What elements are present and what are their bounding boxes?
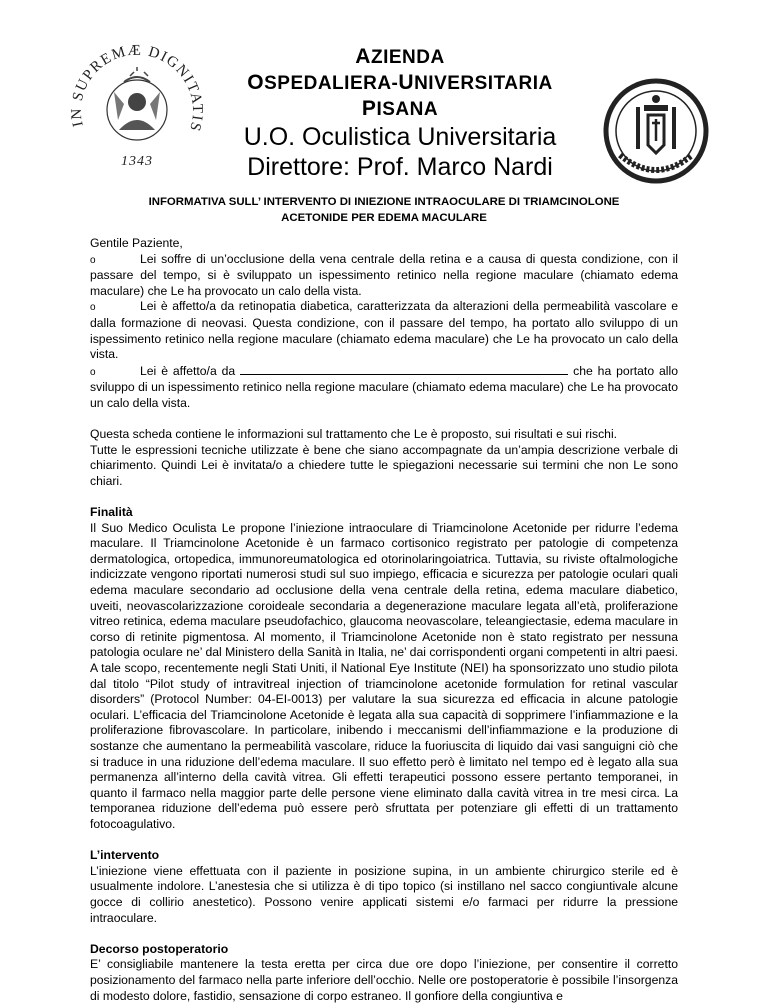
section-heading-decorso: Decorso postoperatorio — [90, 941, 229, 956]
option-occlusion — [90, 252, 678, 300]
info-paragraph-1: Questa scheda contiene le informazioni sul trattamento che Le è proposto, sui risultati e sui rischi. — [90, 427, 618, 442]
fill-in-blank-line[interactable] — [240, 363, 568, 375]
hospital-name-line3: PISANA — [361, 97, 439, 120]
section-heading-finalita: Finalità — [90, 505, 133, 520]
university-seal-logo — [62, 32, 212, 182]
svg-text:IN SUPREMÆ DIGNITATIS: IN SUPREMÆ DIGNITATIS — [68, 42, 206, 135]
option-other — [90, 363, 678, 412]
svg-text:1343: 1343 — [121, 154, 153, 169]
hospital-emblem-logo — [600, 75, 712, 187]
greeting: Gentile Paziente, — [90, 236, 183, 250]
document-body — [90, 236, 678, 1004]
document-header — [205, 44, 595, 182]
option-occlusion-text: Lei soffre di un’occlusione della vena centrale della retina e a causa di questa condizione, con il passare del tempo, si è sviluppato un ispessimento retinico nella regione maculare (chiamato edema maculare) che Le ha provocato un calo della vista. — [90, 251, 678, 298]
director-name: Direttore: Prof. Marco Nardi — [247, 153, 553, 181]
checkbox-bullet[interactable]: o — [90, 254, 96, 266]
checkbox-bullet[interactable]: o — [90, 302, 96, 314]
option-other-text-after: che ha portato allo sviluppo di un ispessimento retinico nella regione maculare (chiamato edema maculare) che Le ha provocato un calo della vista. — [90, 363, 679, 410]
document-title — [90, 194, 678, 226]
info-paragraph-2: Tutte le espressioni tecniche utilizzate è bene che siano accompagnate da un’ampia descrizione verbale di chiarimento. Quindi Lei è invitata/o a chiedere tutte le spiegazioni necessarie sui termini che non Le sono chiari. — [90, 442, 678, 488]
section-body-decorso: E’ consigliabile mantenere la testa eretta per circa due ore dopo l’iniezione, per consentire il corretto posizionamento del farmaco nella parte inferiore dell’occhio. Nelle ore postoperatorie è possibile l’insorgenza di modesto dolore, fastidio, sensazione di corpo estraneo. Il gonfiore della congiuntiva e — [90, 957, 678, 1003]
section-heading-intervento: L’intervento — [90, 848, 160, 863]
title-line-1: INFORMATIVA SULL’ INTERVENTO DI INIEZIONE INTRAOCULARE DI TRIAMCINOLONE — [148, 196, 620, 208]
option-diabetic — [90, 299, 678, 362]
option-diabetic-text: Lei è affetto/a da retinopatia diabetica, caratterizzata da alterazioni della permeabilità vascolare e dalla formazione di neovasi. Questa condizione, con il passare del tempo, ha portato allo sviluppo di un ispessimento retinico nella regione maculare (chiamato edema maculare) che Le ha provocato un calo della vista. — [90, 299, 678, 362]
hospital-name-line2: OSPEDALIERA-UNIVERSITARIA — [247, 71, 553, 94]
title-line-2: ACETONIDE PER EDEMA MACULARE — [281, 212, 487, 224]
unit-name: U.O. Oculistica Universitaria — [243, 123, 557, 151]
checkbox-bullet[interactable]: o — [90, 366, 96, 378]
section-body-finalita: Il Suo Medico Oculista Le propone l’iniezione intraoculare di Triamcinolone Acetonide per ridurre l’edema maculare. Il Triamcinolone Acetonide è un farmaco cortisonico registrato per patologie di competenza dermatologica, ortopedica, immunoreumatologica ed otorinolaringoiatrica. Tuttavia, su riviste oftalmologiche indicizzate vengono riportati numerosi studi sul suo impiego, efficacia e sicurezza per patologie oculari quali edema maculare secondario ad occlusione della vena centrale della retina, edema maculare diabetico, uveiti, neovascolarizzazione coroideale secondaria a degenerazione maculare legata all’età, proliferazione vitreo retinica, edema maculare pseudofachico, glaucoma neovascolare, teleangiectasie, edema maculare in corso di retinite pigmentosa. Al momento, il Triamcinolone Acetonide non è stato registrato per nessuna patologia oculare ne’ dal Ministero della Sanità in Italia, ne’ dai corrispondenti organi competenti in altri paesi. A tale scopo, recentemente negli Stati Uniti, il National Eye Institute (NEI) ha sponsorizzato uno studio pilota dal titolo “Pilot study of intravitreal injection of triamcinolone acetonide formulation for retinal vascular disorders” (Protocol Number: 04-EI-0013) per valutare la sua sicurezza ed efficacia in alcune patologie oculari. L’efficacia del Triamcinolone Acetonide è legata alla sua capacità di sopprimere l’infiammazione e la proliferazione fibrovascolare. In particolare, inibendo i meccanismi dell’infiammazione e la produzione di sostanze che aumentano la permeabilità vascolare, riduce la fuoriuscita di liquido dai vasi sanguigni ciò che si traduce in una riduzione dell’edema maculare. Il suo effetto però è limitato nel tempo ed è legato alla sua permanenza all’interno della cavità vitrea. Gli effetti terapeutici possono essere pertanto temporanei, in quanto il farmaco nella maggior parte delle persone viene eliminato dalla cavità vitrea in tre mesi circa. La temporanea riduzione dell’edema può essere però sfruttata per potenziare gli effetti di un trattamento fotocoagulativo. — [90, 520, 678, 831]
hospital-name-line1: AZIENDA — [355, 45, 445, 68]
section-body-intervento: L’iniezione viene effettuata con il paziente in posizione supina, in un ambiente chirurgico sterile ed è usualmente indolore. L’anestesia che si utilizza è di tipo topico (si instillano nel sacco congiuntivale alcune gocce di collirio anestetico). Possono venire applicati sistemi e/o farmaci per ridurre la pressione intraoculare. — [90, 863, 678, 925]
option-other-text-before: Lei è affetto/a da — [140, 363, 236, 378]
